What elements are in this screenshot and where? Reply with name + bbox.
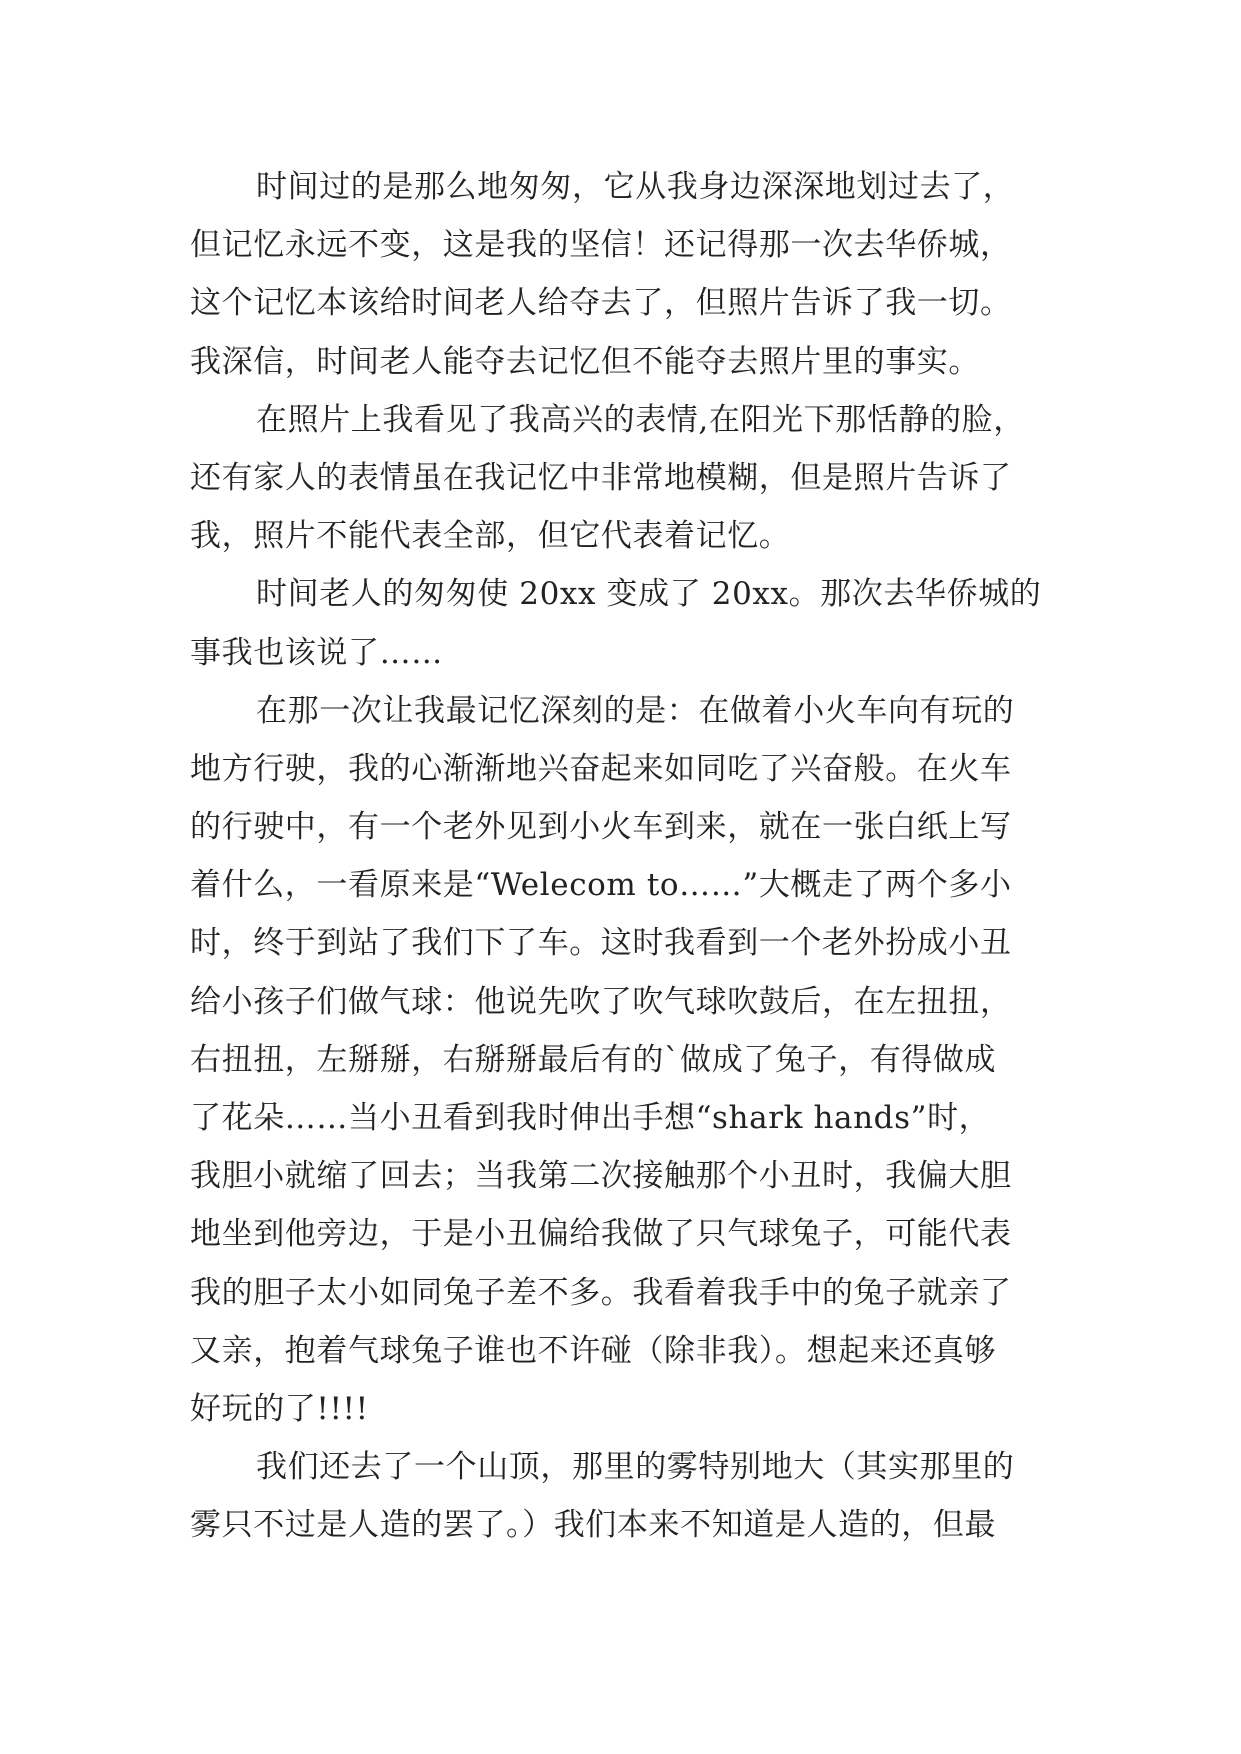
text-line: 但记忆永远不变，这是我的坚信！还记得那一次去华侨城， xyxy=(190,227,1012,264)
text-line: 时间老人的匆匆使 20xx 变成了 20xx。那次去华侨城的 xyxy=(256,576,1042,613)
text-line: 我，照片不能代表全部，但它代表着记忆。 xyxy=(190,518,791,555)
text-line: 这个记忆本该给时间老人给夺去了，但照片告诉了我一切。 xyxy=(190,285,1012,322)
text-line: 好玩的了!!!! xyxy=(190,1390,369,1427)
text-line: 地方行驶，我的心渐渐地兴奋起来如同吃了兴奋般。在火车 xyxy=(190,750,1012,787)
text-line: 在照片上我看见了我高兴的表情,在阳光下那恬静的脸， xyxy=(256,401,1025,438)
text-line: 右扭扭，左掰掰，右掰掰最后有的`做成了兔子，有得做成 xyxy=(190,1041,997,1078)
text-line: 着什么，一看原来是“Welecom to……”大概走了两个多小 xyxy=(190,867,1012,904)
text-line: 地坐到他旁边，于是小丑偏给我做了只气球兔子，可能代表 xyxy=(190,1216,1012,1253)
text-line: 又亲，抱着气球兔子谁也不许碰（除非我）。想起来还真够 xyxy=(190,1332,997,1369)
text-line: 了花朵……当小丑看到我时伸出手想“shark hands”时， xyxy=(190,1100,991,1136)
text-line: 我深信，时间老人能夺去记忆但不能夺去照片里的事实。 xyxy=(190,343,980,380)
text-line: 我的胆子太小如同兔子差不多。我看着我手中的兔子就亲了 xyxy=(190,1274,1012,1311)
document-body xyxy=(190,158,1052,1555)
text-line: 在那一次让我最记忆深刻的是：在做着小火车向有玩的 xyxy=(256,692,1015,729)
text-line: 时，终于到站了我们下了车。这时我看到一个老外扮成小丑 xyxy=(190,925,1012,962)
text-line: 给小孩子们做气球：他说先吹了吹气球吹鼓后，在左扭扭， xyxy=(190,983,1012,1020)
text-line: 我们还去了一个山顶，那里的雾特别地大（其实那里的 xyxy=(256,1449,1015,1486)
text-line: 还有家人的表情虽在我记忆中非常地模糊，但是照片告诉了 xyxy=(190,459,1012,496)
text-line: 我胆小就缩了回去；当我第二次接触那个小丑时，我偏大胆 xyxy=(190,1158,1012,1195)
text-line: 时间过的是那么地匆匆，它从我身边深深地划过去了， xyxy=(256,169,1015,205)
text-line: 的行驶中，有一个老外见到小火车到来，就在一张白纸上写 xyxy=(190,809,1012,846)
text-line: 事我也该说了…… xyxy=(190,634,443,671)
text-line: 雾只不过是人造的罢了。）我们本来不知道是人造的，但最 xyxy=(190,1507,997,1544)
